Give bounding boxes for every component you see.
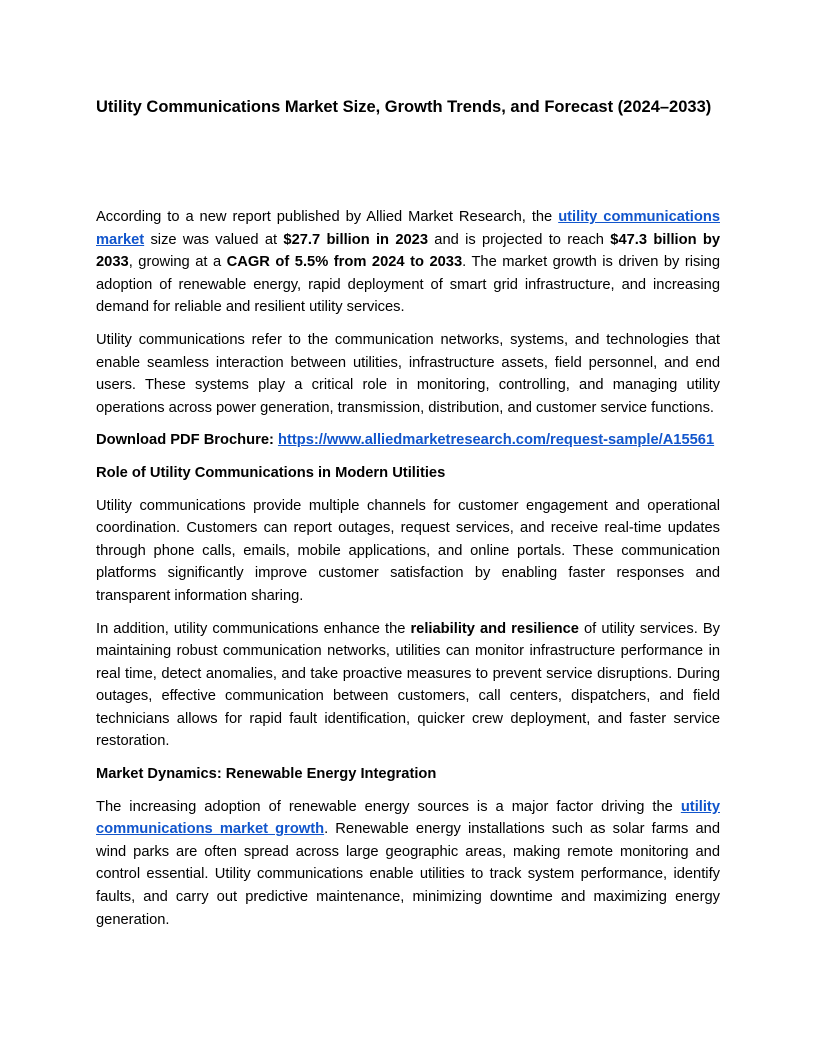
document-body	[96, 206, 720, 931]
dynamics-text: The increasing adoption of renewable energy sources is a major factor driving the	[96, 798, 681, 815]
role-text: of utility services. By maintaining robust communication networks, utilities can monitor infrastructure performance in real time, detect anomalies, and take proactive measures to prevent service disruptions. During outages, effective communication between customers, call centers, dispatchers, and field technicians allows for rapid fault identification, quicker crew deployment, and faster service restoration.	[96, 620, 720, 750]
role-text: In addition, utility communications enhance the	[96, 620, 411, 637]
section-heading-dynamics: Market Dynamics: Renewable Energy Integration	[96, 766, 437, 783]
intro-text: , growing at a	[128, 254, 227, 271]
market-value-2033: $47.3 billion by 2033	[96, 231, 720, 271]
market-growth-link[interactable]: utility communications market growth	[96, 798, 720, 838]
intro-text: . The market growth is driven by rising adoption of renewable energy, rapid deployment of smart grid infrastructure, and increasing demand for reliable and resilient utility services.	[96, 254, 720, 316]
definition-paragraph: Utility communications refer to the communication networks, systems, and technologies that enable seamless interaction between utilities, infrastructure assets, field personnel, and end users. These systems play a critical role in monitoring, controlling, and managing utility operations across power generation, transmission, distribution, and customer service functions.	[96, 331, 720, 416]
market-value-2023: $27.7 billion in 2023	[283, 231, 428, 248]
dynamics-paragraph	[96, 796, 720, 932]
cagr-value: CAGR of 5.5% from 2024 to 2033	[226, 254, 463, 271]
utility-communications-market-link[interactable]: utility communications market	[96, 209, 720, 248]
intro-text: size was valued at	[144, 231, 284, 248]
dynamics-text: . Renewable energy installations such as solar farms and wind parks are often spread across large geographic areas, making remote monitoring and control essential. Utility communications enable utilities to track system performance, identify faults, and carry out predictive maintenance, minimizing downtime and maximizing energy generation.	[96, 821, 720, 928]
download-brochure-link[interactable]: https://www.alliedmarketresearch.com/request-sample/A15561	[277, 432, 715, 449]
download-label: Download PDF Brochure:	[96, 432, 278, 449]
intro-text: According to a new report published by Allied Market Research, the	[96, 209, 559, 225]
role-paragraph-1: Utility communications provide multiple channels for customer engagement and operational coordination. Customers can report outages, request services, and receive real-time updates through phone calls, emails, mobile applications, and online portals. These communication platforms significantly improve customer satisfaction by enabling faster responses and transparent information sharing.	[96, 497, 720, 604]
section-heading-role: Role of Utility Communications in Modern Utilities	[96, 464, 446, 481]
document-page	[96, 96, 720, 941]
download-brochure-line	[96, 429, 720, 452]
reliability-resilience-bold: reliability and resilience	[410, 620, 579, 637]
intro-paragraph	[96, 206, 720, 319]
role-paragraph-2	[96, 618, 720, 754]
intro-text: and is projected to reach	[428, 231, 611, 248]
document-title: Utility Communications Market Size, Growth Trends, and Forecast (2024–2033)	[96, 98, 712, 116]
